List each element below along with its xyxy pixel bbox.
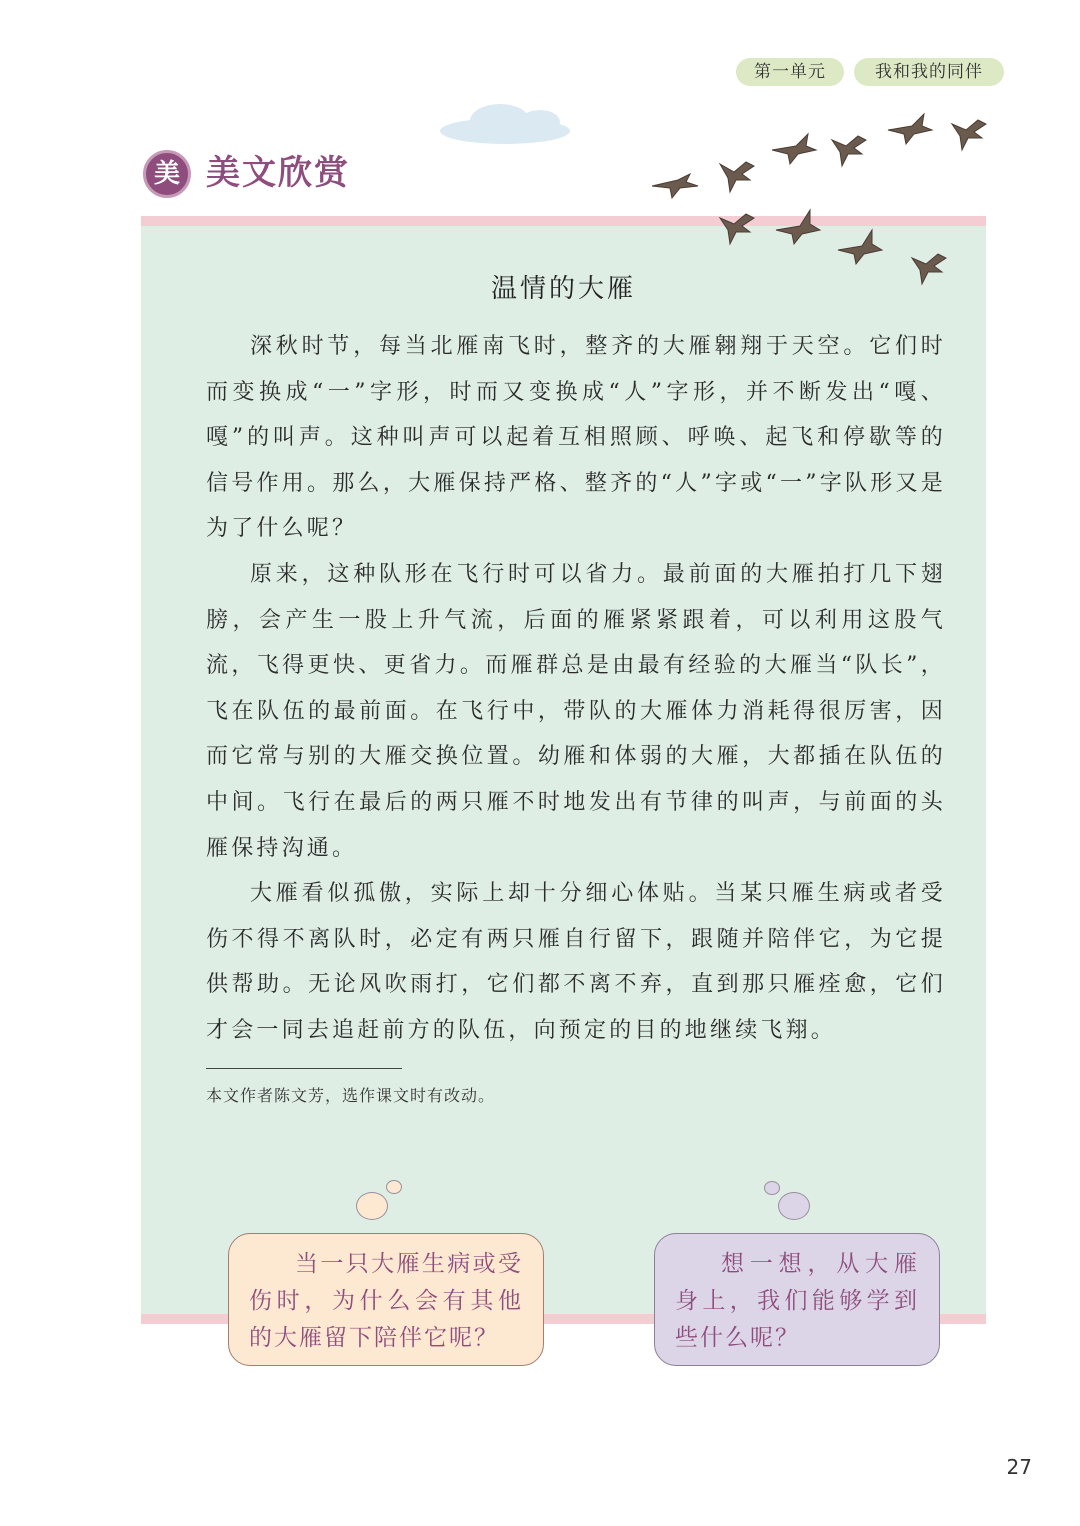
article-paragraph: 原来，这种队形在飞行时可以省力。最前面的大雁拍打几下翅膀，会产生一股上升气流，后面的雁紧紧跟着，可以利用这股气流，飞得更快、更省力。而雁群总是由最有经验的大雁当“队长”，飞在队伍的最前面。在飞行中，带队的大雁体力消耗得很厉害，因而它常与别的大雁交换位置。幼雁和体弱的大雁，大都插在队伍的中间。飞行在最后的两只雁不时地发出有节律的叫声，与前面的头雁保持沟通。 — [206, 561, 946, 861]
flying-geese-illustration — [640, 100, 1000, 290]
footnote-divider — [206, 1068, 402, 1069]
unit-label: 第一单元 — [736, 58, 844, 86]
question-callout-left: 当一只大雁生病或受伤时，为什么会有其他的大雁留下陪伴它呢？ — [228, 1233, 544, 1366]
article-paragraph: 深秋时节，每当北雁南飞时，整齐的大雁翱翔于天空。它们时而变换成“一”字形，时而又变换成“人”字形，并不断发出“嘎、嘎”的叫声。这种叫声可以起着互相照顾、呼唤、起飞和停歇等的信号作用。那么，大雁保持严格、整齐的“人”字或“一”字队形又是为了什么呢？ — [206, 334, 946, 542]
theme-label: 我和我的同伴 — [854, 58, 1004, 86]
article-paragraph: 大雁看似孤傲，实际上却十分细心体贴。当某只雁生病或者受伤不得不离队时，必定有两只雁自行留下，跟随并陪伴它，为它提供帮助。无论风吹雨打，它们都不离不弃，直到那只雁痊愈，它们才会一同去追赶前方的队伍，向预定的目的地继续飞翔。 — [206, 881, 946, 1043]
thought-bubble-dot — [778, 1192, 810, 1220]
section-title: 美文欣赏 — [206, 153, 350, 193]
article-title: 温情的大雁 — [490, 274, 636, 304]
question-callout-right: 想一想，从大雁身上，我们能够学到些什么呢？ — [654, 1233, 940, 1366]
page-number: 27 — [1006, 1455, 1032, 1479]
thought-bubble-dot — [764, 1181, 780, 1195]
section-badge: 美 — [143, 150, 191, 198]
footnote: 本文作者陈文芳，选作课文时有改动。 — [206, 1086, 496, 1105]
thought-bubble-dot — [386, 1180, 402, 1194]
article-body — [206, 324, 946, 1054]
thought-bubble-dot — [356, 1192, 388, 1220]
